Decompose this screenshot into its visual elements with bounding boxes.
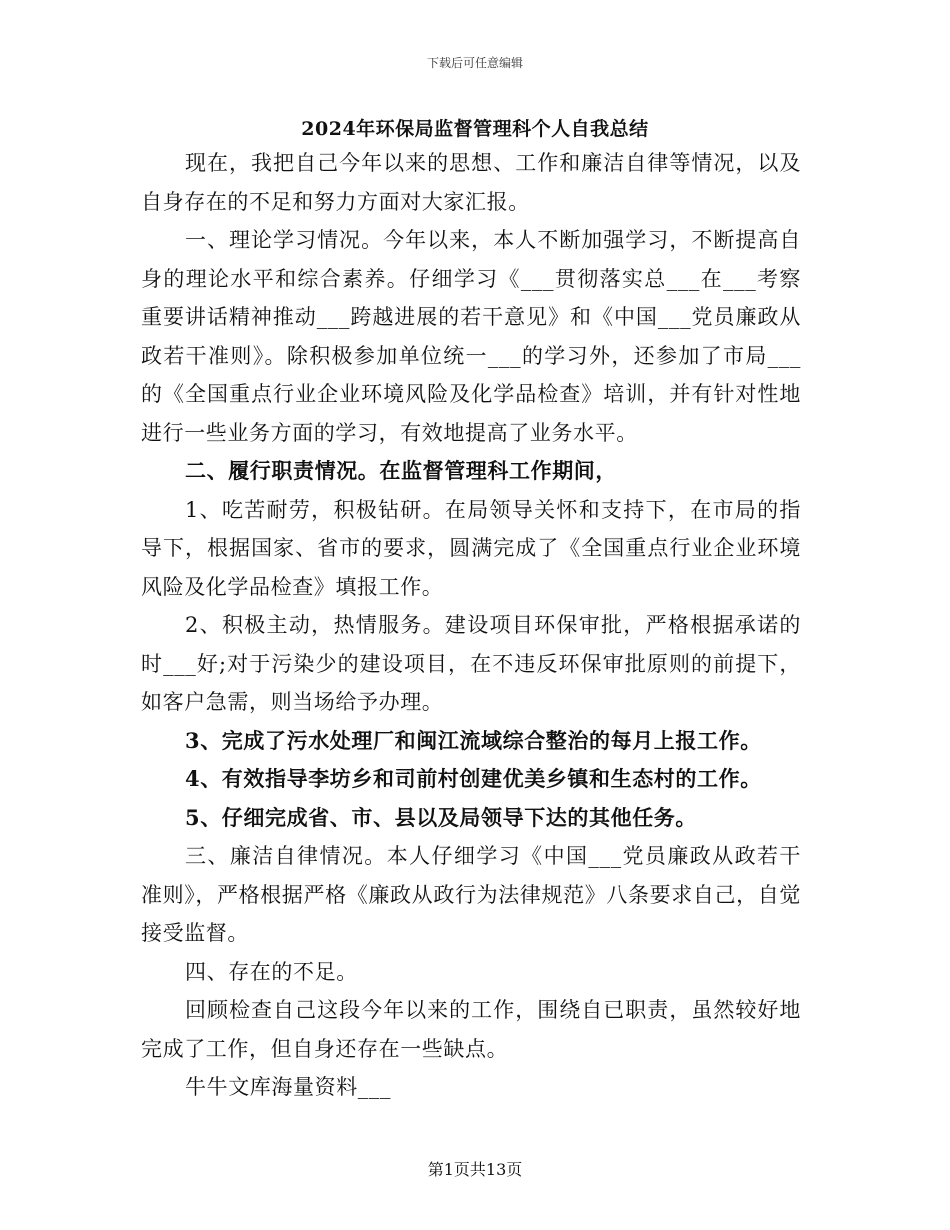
paragraph-duty-3: 3、完成了污水处理厂和闽江流域综合整治的每月上报工作。 <box>185 727 762 753</box>
header-note: 下载后可任意编辑 <box>426 56 523 70</box>
paragraph-integrity: 三、廉洁自律情况。本人仔细学习《中国___党员廉政从政若干准则》，严格根据严格《廉政从政行为法律规范》八条要求自己，自觉接受监督。 <box>141 844 801 945</box>
paragraph-review: 回顾检查自己这段今年以来的工作，围绕自已职责，虽然较好地完成了工作，但自身还存在一些缺点。 <box>141 998 801 1061</box>
heading-shortcomings: 四、存在的不足。 <box>185 959 358 984</box>
heading-duties: 二、履行职责情况。在监督管理科工作期间， <box>185 458 617 483</box>
paragraph-intro: 现在，我把自己今年以来的思想、工作和廉洁自律等情况，以及自身存在的不足和努力方面对大家汇报。 <box>141 151 801 214</box>
document-body <box>141 144 801 1107</box>
paragraph-duty-5: 5、仔细完成省、市、县以及局领导下达的其他任务。 <box>185 804 698 830</box>
paragraph-duty-1: 1、吃苦耐劳，积极钻研。在局领导关怀和支持下，在市局的指导下，根据国家、省市的要求，圆满完成了《全国重点行业企业环境风险及化学品检查》填报工作。 <box>141 497 801 599</box>
paragraph-duty-2: 2、积极主动，热情服务。建设项目环保审批，严格根据承诺的时___好;对于污染少的建设项目，在不违反环保审批原则的前提下，如客户急需，则当场给予办理。 <box>141 613 801 714</box>
paragraph-source-note: 牛牛文库海量资料___ <box>185 1075 392 1099</box>
paragraph-theory-study: 一、理论学习情况。今年以来，本人不断加强学习，不断提高自身的理论水平和综合素养。仔细学习《___贯彻落实总___在___考察重要讲话精神推动___跨越进展的若干意见》和《中国___党员廉政从政若干准则》。除积极参加单位统一___的学习外，还参加了市局___的《全国重点行业企业环境风险及化学品检查》培训，并有针对性地进行一些业务方面的学习，有效地提高了业务水平。 <box>141 228 801 445</box>
page-number: 第1页共13页 <box>427 1160 523 1179</box>
paragraph-duty-4: 4、有效指导李坊乡和司前村创建优美乡镇和生态村的工作。 <box>185 766 762 791</box>
document-title: 2024年环保局监督管理科个人自我总结 <box>301 118 649 140</box>
